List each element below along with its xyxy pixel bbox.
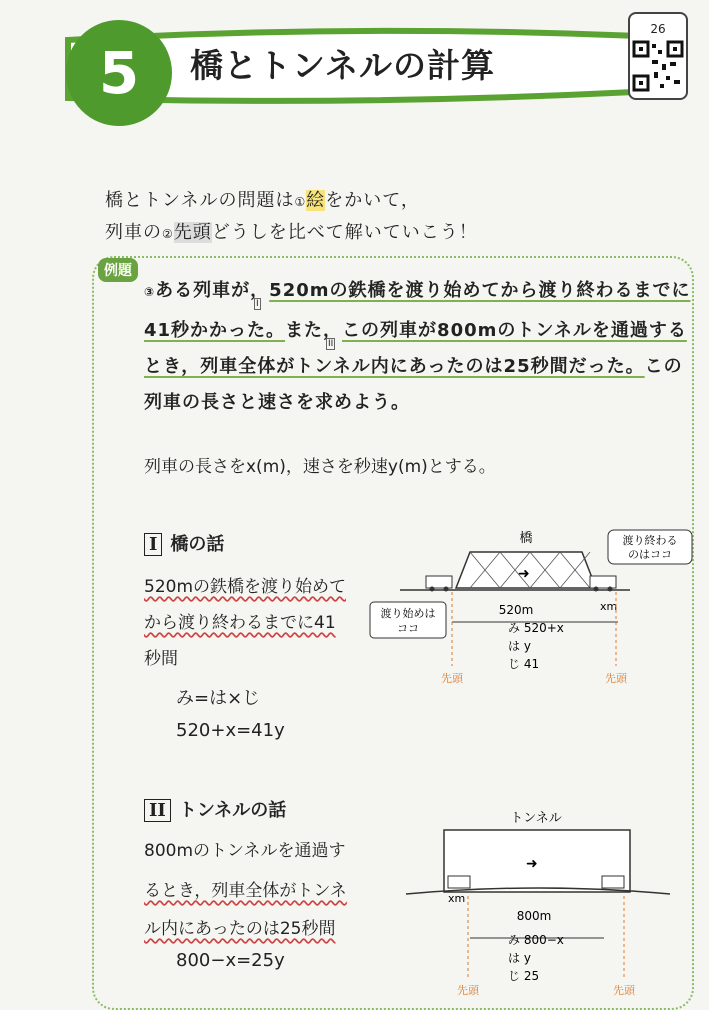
svg-text:ココ: ココ xyxy=(397,622,419,635)
bridge-diagram xyxy=(360,526,700,706)
svg-text:じ 25: じ 25 xyxy=(508,969,540,983)
svg-text:は y: は y xyxy=(508,951,531,965)
section-1-equation-1: み=は×じ xyxy=(176,688,261,709)
svg-text:先頭: 先頭 xyxy=(441,672,463,685)
train-entry-icon xyxy=(448,876,470,888)
direction-arrow-icon: ➜ xyxy=(518,566,530,582)
train-start-icon xyxy=(426,576,452,588)
problem-line-2: 41秒かかった。また，この列車が800mのトンネルを通過する xyxy=(144,320,687,341)
section-2-equation-1: 800−x=25y xyxy=(176,950,285,971)
mark-ii: II xyxy=(328,339,334,349)
section-1-equation-2: 520+x=41y xyxy=(176,720,285,741)
svg-text:渡り始めは: 渡り始めは xyxy=(380,607,436,620)
example-tag: 例題 xyxy=(98,258,138,282)
train-exit-icon xyxy=(602,876,624,888)
svg-text:520m: 520m xyxy=(498,603,534,617)
svg-text:xm: xm xyxy=(600,600,618,613)
intro-line-1: 橋とトンネルの問題は①絵をかいて， xyxy=(105,190,420,211)
svg-text:渡り終わる: 渡り終わる xyxy=(622,534,678,547)
svg-text:xm: xm xyxy=(448,892,466,905)
svg-text:のはココ: のはココ xyxy=(628,548,672,561)
section-2-text-3: ル内にあったのは25秒間 xyxy=(144,919,336,939)
mark-i: I xyxy=(256,299,259,309)
svg-text:じ 41: じ 41 xyxy=(508,657,540,671)
setup-text: 列車の長さをx(m)，速さを秒速y(m)とする。 xyxy=(144,457,496,477)
svg-text:先頭: 先頭 xyxy=(613,984,635,997)
svg-text:先頭: 先頭 xyxy=(457,984,479,997)
section-2-text-2: るとき，列車全体がトンネ xyxy=(144,881,347,901)
problem-line-4: 列車の長さと速さを求めよう。 xyxy=(144,392,410,413)
tunnel-label: トンネル xyxy=(510,811,562,826)
section-2-heading: II トンネルの話 xyxy=(144,796,286,822)
problem-line-1: ③ある列車が，520mの鉄橋を渡り始めてから渡り終わるまでに xyxy=(144,280,691,301)
svg-text:み 800−x: み 800−x xyxy=(508,933,564,947)
bridge-label: 橋 xyxy=(519,531,533,546)
section-2-text-1: 800mのトンネルを通過す xyxy=(144,841,346,861)
train-end-icon xyxy=(590,576,616,588)
intro-line-2: 列車の②先頭どうしを比べて解いていこう！ xyxy=(105,222,478,243)
section-1-heading: I 橋の話 xyxy=(144,530,224,556)
svg-text:は y: は y xyxy=(508,639,531,653)
svg-text:先頭: 先頭 xyxy=(605,672,627,685)
chapter-number-badge: 5 xyxy=(66,20,172,126)
tunnel-diagram xyxy=(400,804,690,1000)
svg-text:800m: 800m xyxy=(516,909,552,923)
svg-text:み 520+x: み 520+x xyxy=(508,621,564,635)
problem-line-3: とき，列車全体がトンネル内にあったのは25秒間だった。この xyxy=(144,356,683,377)
section-1-text-2: から渡り終わるまでに41 xyxy=(144,613,336,633)
section-1-text-3: 秒間 xyxy=(144,649,178,669)
section-1-text-1: 520mの鉄橋を渡り始めて xyxy=(144,577,347,597)
direction-arrow-icon: ➜ xyxy=(526,856,538,872)
qr-page-number: 26 xyxy=(650,22,666,36)
page-title: 橋とトンネルの計算 xyxy=(190,46,496,85)
